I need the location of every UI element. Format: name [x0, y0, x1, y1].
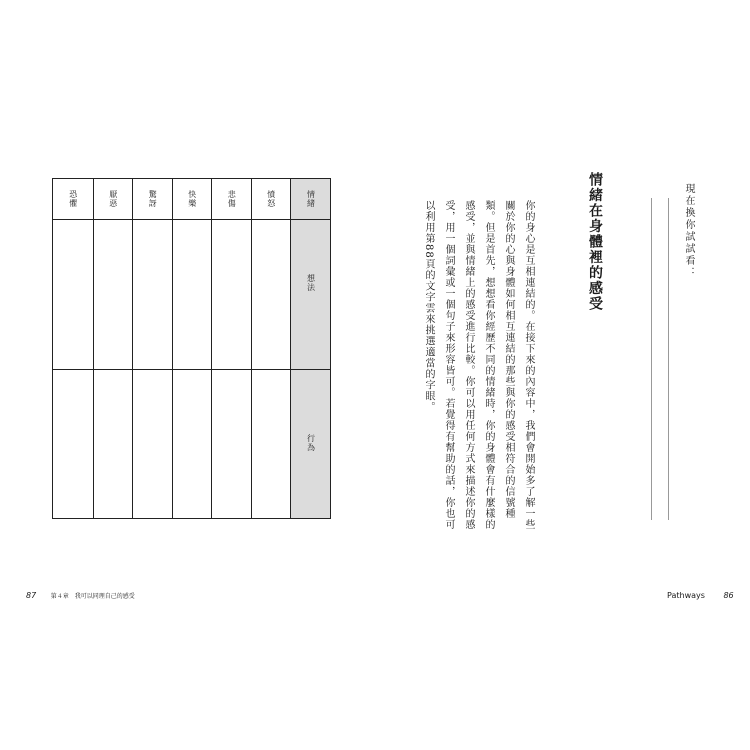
header-thought-label: 想法: [306, 274, 316, 292]
row-divider: [212, 369, 251, 370]
header-emotion-cell: [291, 179, 330, 220]
emotion-cell: [173, 179, 212, 220]
emotion-cell: [94, 179, 133, 220]
emotion-label: 快樂: [187, 190, 197, 208]
body-paragraph: 你的身心是互相連結的。在接下來的內容中，我們會開始多了解一些關於你的心與身體如何相互連結的那些與你的感受相符合的信號種類。但是首先，想想看你經歷不同的情緒時，你的身體會有什麼樣的感受，並與情緒上的感受進行比較。你可以用任何方式來描述你的感受，用一個詞彙或一個句子來形容皆可。若覺得有幫助的話，你也可以利用第88頁的文字雲來挑選適當的字眼。: [423, 200, 534, 530]
emotion-label: 憤怒: [266, 190, 276, 208]
emotion-cell: [133, 179, 172, 220]
emotion-label: 悲傷: [227, 190, 237, 208]
brand-name: Pathways: [667, 591, 705, 600]
emotion-label: 恐懼: [68, 190, 78, 208]
table-header-column: [290, 179, 330, 518]
exercise-prompt: 現在換你試試看：: [683, 183, 694, 279]
header-emotion-label: 情緒: [306, 190, 316, 208]
emotion-label: 驚訝: [148, 190, 158, 208]
emotion-cell: [212, 179, 251, 220]
running-header: 第４章 我可以同理自己的感受: [50, 593, 135, 600]
header-action-cell: [291, 434, 330, 452]
emotion-column: [211, 179, 251, 518]
answer-line: [668, 198, 669, 520]
emotion-column: [93, 179, 133, 518]
header-thought-cell: [291, 274, 330, 292]
row-divider: [173, 369, 212, 370]
row-divider: [291, 369, 330, 370]
page-number: 86: [723, 591, 734, 600]
emotion-column: [53, 179, 93, 518]
row-divider: [94, 369, 133, 370]
emotion-label: 厭惡: [108, 190, 118, 208]
answer-line: [651, 198, 652, 520]
row-divider: [252, 369, 291, 370]
emotion-column: [172, 179, 212, 518]
emotion-cell: [252, 179, 291, 220]
row-divider: [53, 369, 93, 370]
page-number: 87: [26, 591, 37, 600]
emotion-cell: [53, 179, 93, 220]
emotion-table: [52, 178, 331, 519]
left-footer: [26, 591, 135, 602]
header-action-label: 行為: [306, 434, 316, 452]
right-footer: [667, 591, 734, 601]
emotion-column: [251, 179, 291, 518]
row-divider: [133, 369, 172, 370]
emotion-column: [132, 179, 172, 518]
section-title: 情緒在身體裡的感受: [587, 172, 603, 312]
